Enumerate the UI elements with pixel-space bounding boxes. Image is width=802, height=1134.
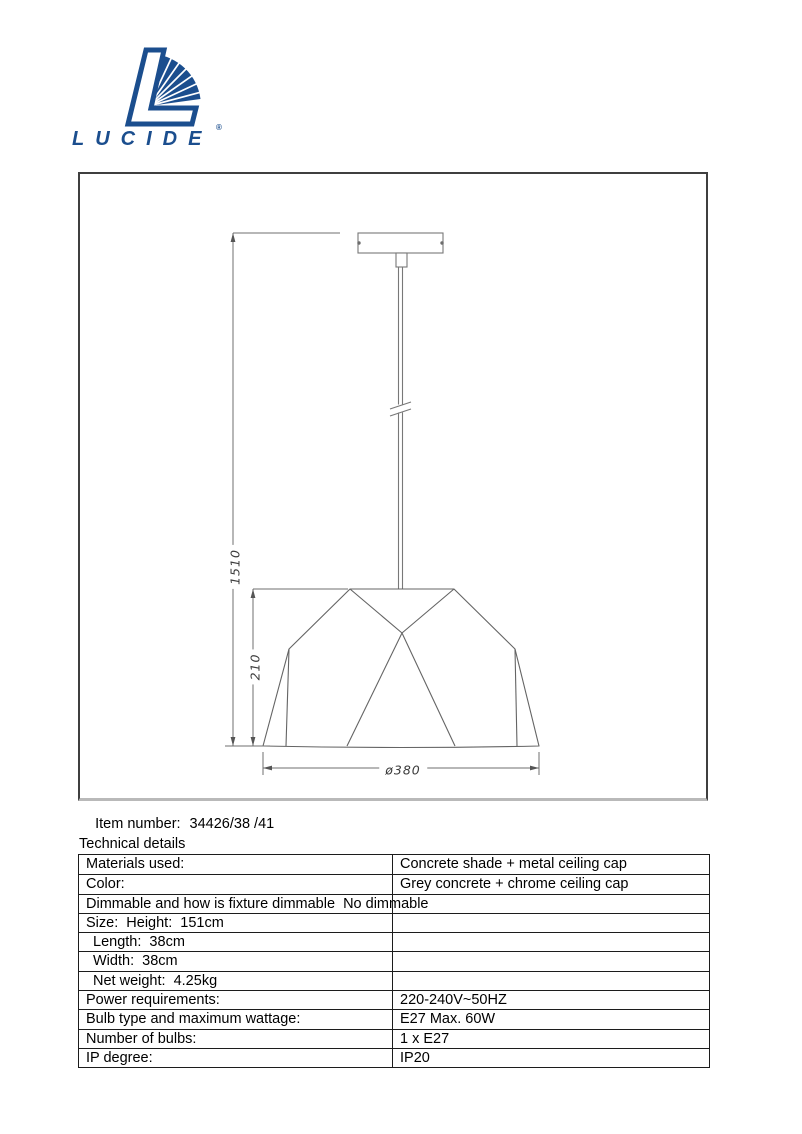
row-value	[392, 952, 709, 970]
dimension-shade-height: 210	[248, 650, 263, 685]
table-row	[79, 1029, 709, 1048]
technical-details-table	[78, 854, 710, 1068]
technical-drawing-box	[78, 172, 708, 801]
row-value: E27 Max. 60W	[392, 1010, 709, 1028]
table-row	[79, 874, 709, 893]
row-label: Power requirements:	[86, 992, 220, 1009]
item-number-value: 34426/38 /41	[189, 816, 275, 832]
table-row	[79, 1009, 709, 1028]
row-label: IP degree:	[86, 1049, 153, 1066]
row-label: Net weight: 4.25kg	[93, 972, 218, 989]
dimension-diameter: ø380	[379, 763, 427, 778]
row-label: Length: 38cm	[93, 934, 185, 951]
row-value	[392, 914, 709, 932]
row-value: 1 x E27	[392, 1030, 709, 1048]
row-label: Bulb type and maximum wattage:	[86, 1011, 301, 1028]
row-label: Width: 38cm	[93, 953, 178, 970]
row-value: 220-240V~50HZ	[392, 991, 709, 1009]
table-row	[79, 855, 709, 874]
table-row	[79, 951, 709, 970]
suspension-rod	[399, 267, 403, 589]
registered-trademark-symbol: ®	[216, 123, 222, 132]
row-label: Size: Height: 151cm	[86, 914, 224, 931]
row-value	[392, 895, 709, 913]
row-label: Materials used:	[86, 856, 185, 872]
item-number-label: Item number:	[95, 816, 181, 832]
row-label: Dimmable and how is fixture dimmable No dimmable	[86, 895, 429, 912]
brand-name: LUCIDE	[72, 128, 213, 150]
lamp-shade	[263, 589, 539, 748]
table-row	[79, 971, 709, 990]
row-value: IP20	[392, 1049, 709, 1067]
break-symbol	[390, 402, 411, 416]
lucide-logo	[70, 45, 230, 160]
row-value	[392, 972, 709, 990]
lucide-logo-icon	[108, 47, 208, 127]
dimension-arrows	[231, 233, 539, 770]
row-value: Concrete shade + metal ceiling cap	[392, 855, 709, 874]
cap-screw-right	[440, 241, 443, 244]
row-label: Number of bulbs:	[86, 1030, 197, 1047]
pendant-lamp-drawing	[78, 172, 708, 801]
table-row	[79, 990, 709, 1009]
cap-screw-left	[357, 241, 360, 244]
row-label: Color:	[86, 876, 125, 893]
dimension-total-height: 1510	[228, 545, 243, 589]
table-row	[79, 1048, 709, 1067]
dimension-lines	[225, 233, 539, 775]
row-value: Grey concrete + chrome ceiling cap	[392, 875, 709, 893]
table-row	[79, 913, 709, 932]
ceiling-cap	[358, 233, 443, 267]
row-value	[392, 933, 709, 951]
technical-details-heading: Technical details	[79, 836, 186, 852]
table-row	[79, 932, 709, 951]
table-row	[79, 894, 709, 913]
